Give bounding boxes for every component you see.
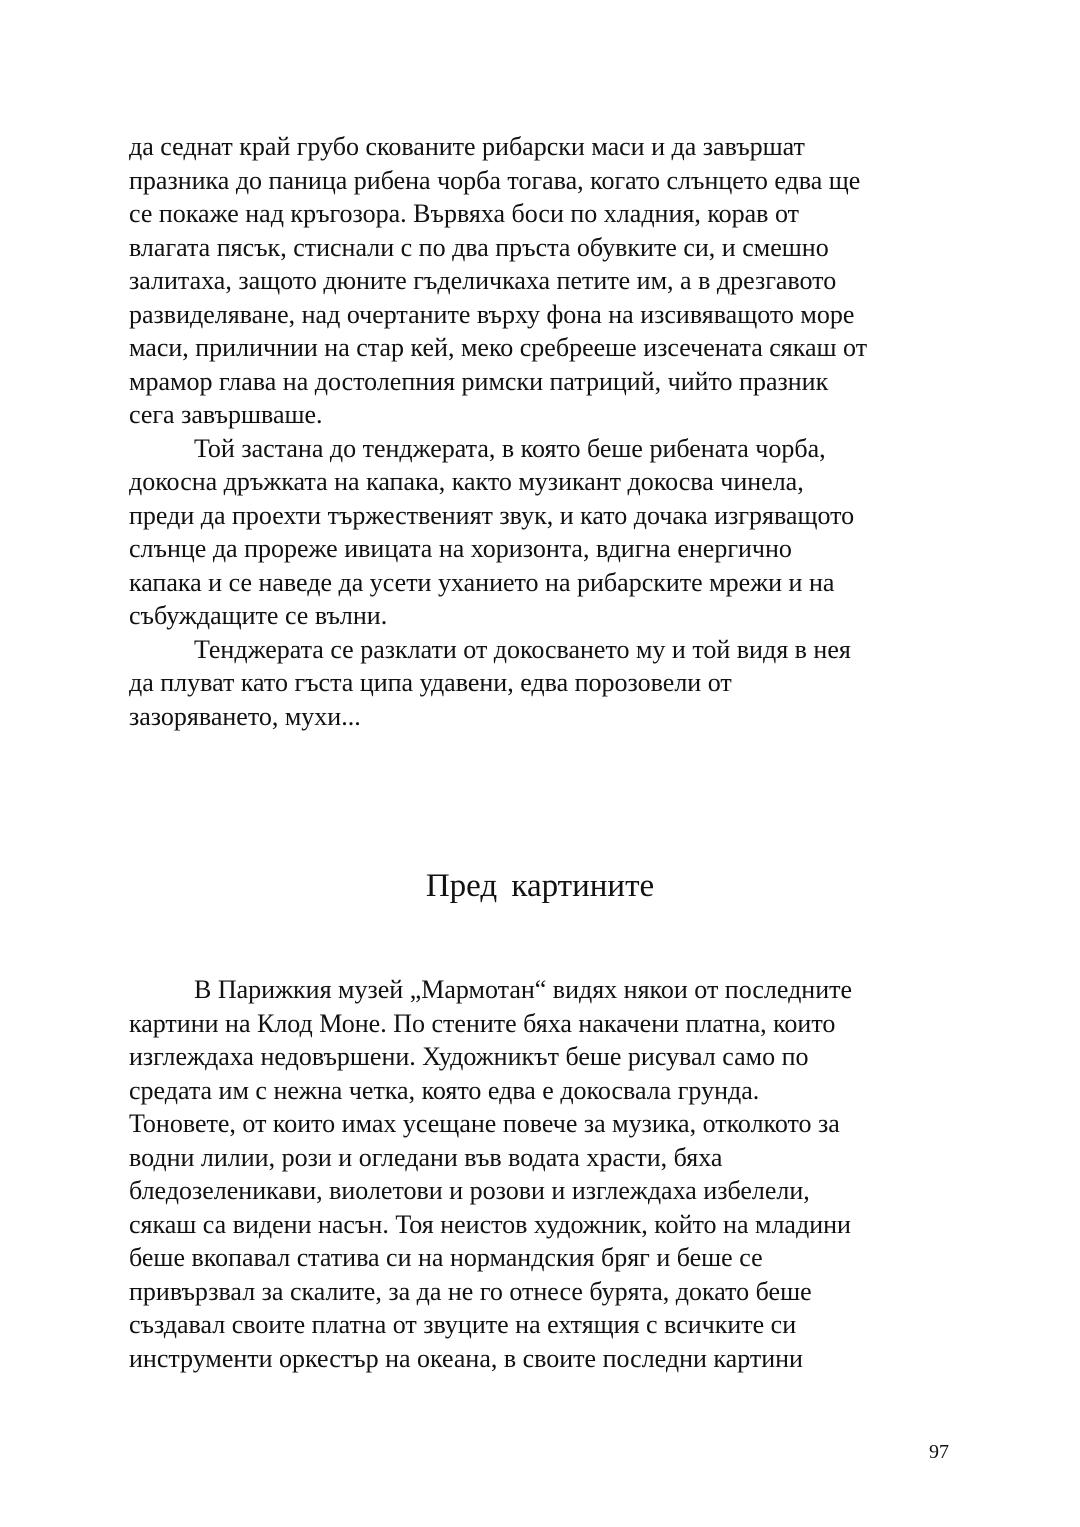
text-line: развиделяване, над очертаните върху фона на изсивяващото море xyxy=(129,299,855,329)
text-line: изглеждаха недовършени. Художникът беше рисувал само по xyxy=(129,1042,809,1071)
page-number: 97 xyxy=(929,1441,949,1463)
text-line: Тоновете, от които имах усещане повече за музика, отколкото за xyxy=(129,1109,840,1138)
text-line: средата им с нежна четка, която едва е докосвала грунда. xyxy=(129,1075,760,1105)
text-line: преди да проехти тържественият звук, и като дочака изгряващото xyxy=(129,500,855,530)
chapter-title: Пред картините xyxy=(425,868,655,904)
paragraph-start-line: В Парижкия музей „Мармотан“ видях някои от последните xyxy=(194,975,853,1004)
text-line: картини на Клод Моне. По стените бяха накачени платна, които xyxy=(129,1008,836,1038)
text-line: да плуват като гъста ципа удавени, едва порозовели от xyxy=(129,668,732,697)
text-line: сякаш са видени насън. Тоя неистов художник, който на младини xyxy=(129,1209,851,1239)
text-line: докосна дръжката на капака, както музикант докосва чинела, xyxy=(129,467,804,496)
text-line: зазоряването, мухи... xyxy=(129,701,361,731)
text-line: слънце да прореже ивицата на хоризонта, вдигна енергично xyxy=(129,534,792,563)
text-line: капака и се наведе да усети уханието на рибарските мрежи и на xyxy=(129,567,835,597)
text-line: маси, приличнии на стар кей, меко сребрееше изсечената сякаш от xyxy=(129,333,868,362)
text-section-2 xyxy=(129,973,959,1375)
text-line: привързвал за скалите, за да не го отнесе бурята, докато беше xyxy=(129,1276,812,1306)
paragraph-start-line: Той застана до тенджерата, в която беше рибената чорба, xyxy=(194,433,826,463)
paragraph-start-line: Тенджерата се разклати от докосването му и той видя в нея xyxy=(194,634,851,664)
text-line: се покаже над кръгозора. Вървяха боси по хладния, корав от xyxy=(129,199,799,228)
text-line: влагата пясък, стиснали с по два пръста обувките си, и смешно xyxy=(129,232,829,262)
text-line: инструменти оркестър на океана, в своите последни картини xyxy=(129,1343,803,1373)
text-line: беше вкопавал статива си на нормандския бряг и беше се xyxy=(129,1243,763,1272)
text-line: сега завършваше. xyxy=(129,400,323,429)
text-section-1 xyxy=(129,130,959,733)
text-line: създавал своите платна от звуците на ехтящия с всичките си xyxy=(129,1310,797,1339)
text-line: да седнат край грубо скованите рибарски маси и да завършат xyxy=(129,132,805,161)
text-line: мрамор глава на достолепния римски патриций, чийто празник xyxy=(129,366,829,396)
text-line: бледозеленикави, виолетови и розови и изглеждаха избелели, xyxy=(129,1176,810,1205)
text-line: залитаха, защото дюните гъделичкаха петите им, а в дрезгавото xyxy=(129,266,837,295)
text-line: водни лилии, рози и огледани във водата храсти, бяха xyxy=(129,1142,723,1172)
text-line: празника до паница рибена чорба тогава, когато слънцето едва ще xyxy=(129,165,861,195)
text-line: събуждащите се вълни. xyxy=(129,601,388,630)
